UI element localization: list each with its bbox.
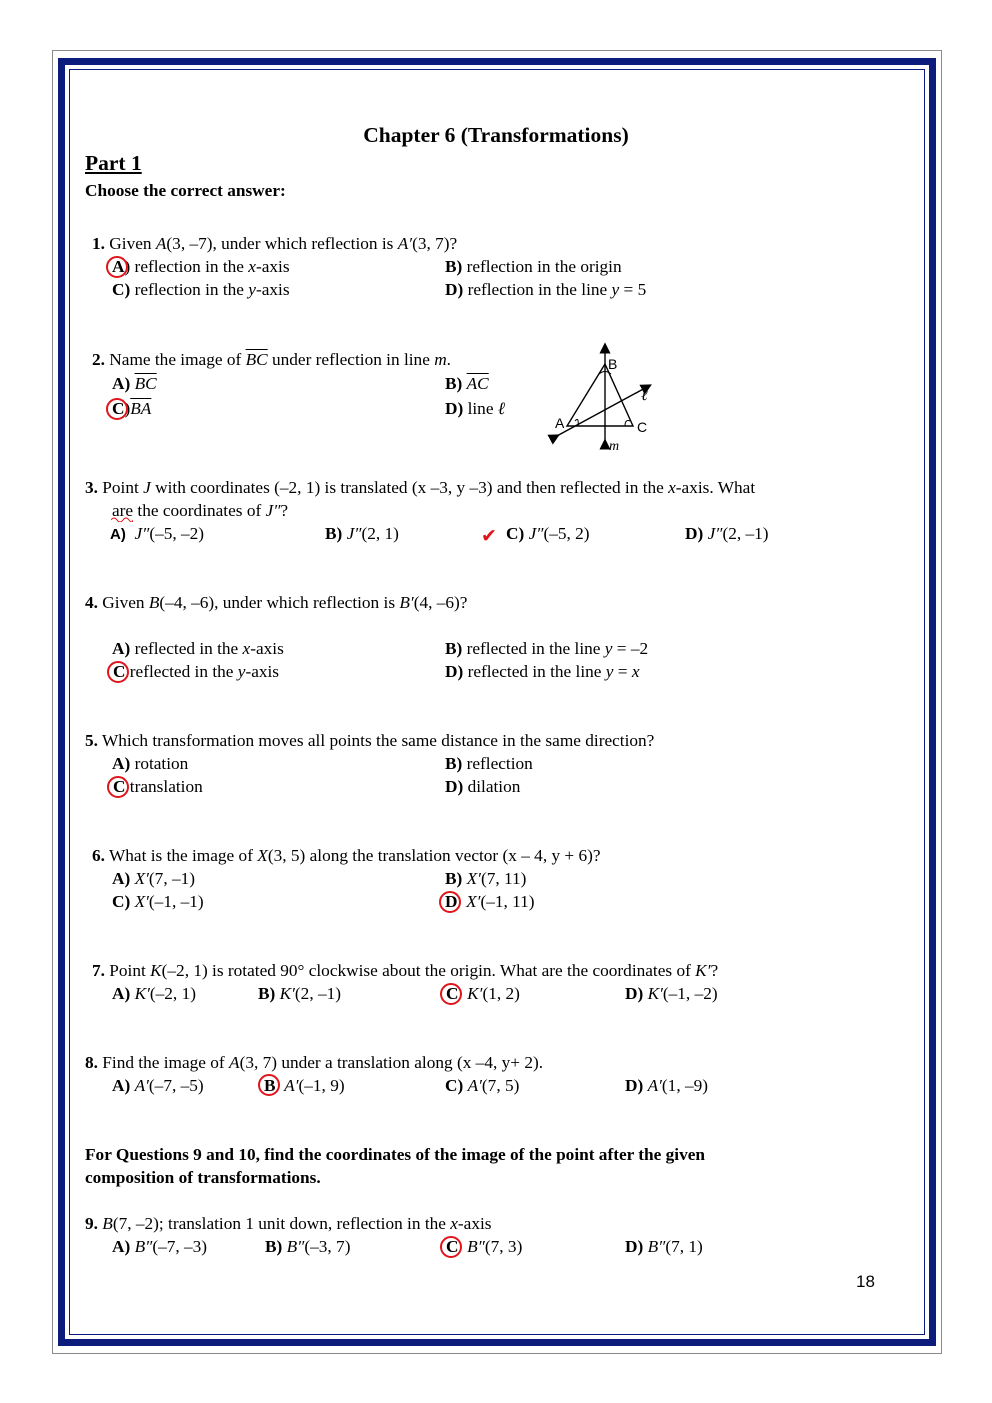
label-m: m xyxy=(609,439,620,454)
page-border-top xyxy=(58,58,936,65)
label-l: ℓ xyxy=(641,387,648,404)
question-7-option-c[interactable]: C K′(1, 2) xyxy=(446,984,520,1003)
question-9-option-c[interactable]: C B″(7, 3) xyxy=(446,1237,523,1256)
answer-circle-q2 xyxy=(106,398,128,420)
question-5-option-d[interactable]: D) dilation xyxy=(445,777,521,796)
question-4-option-c[interactable]: C reflected in the y-axis xyxy=(113,662,280,681)
question-8-option-b[interactable]: B A′(–1, 9) xyxy=(264,1076,345,1095)
question-4-option-a[interactable]: A) reflected in the x-axis xyxy=(112,639,284,658)
question-7-stem: 7. Point K(–2, 1) is rotated 90° clockwise about the origin. What are the coordinates of K′? xyxy=(92,961,719,980)
question-8-option-c[interactable]: C) A′(7, 5) xyxy=(445,1076,520,1095)
question-6-stem: 6. What is the image of X(3, 5) along the translation vector (x – 4, y + 6)? xyxy=(92,846,601,865)
question-2-option-b[interactable]: B) $\overline{AC}$ xyxy=(445,374,489,393)
question-9-option-b[interactable]: B) B″(–3, 7) xyxy=(265,1237,351,1256)
question-6-option-c[interactable]: C) X′(–1, –1) xyxy=(112,892,204,911)
question-1-option-b[interactable]: B) reflection in the origin xyxy=(445,257,622,276)
question-7-option-b[interactable]: B) K′(2, –1) xyxy=(258,984,341,1003)
line-l xyxy=(555,387,647,437)
question-3-option-c[interactable]: C) J″(–5, 2) xyxy=(506,524,590,543)
question-7-option-a[interactable]: A) K′(–2, 1) xyxy=(112,984,196,1003)
question-1-option-c[interactable]: C) reflection in the y-axis xyxy=(112,280,290,299)
question-3-stem-line2: are the coordinates of J″? xyxy=(112,501,289,520)
question-9-option-d[interactable]: D) B″(7, 1) xyxy=(625,1237,703,1256)
question-7-option-d[interactable]: D) K′(–1, –2) xyxy=(625,984,718,1003)
page-border-bottom xyxy=(58,1339,936,1346)
instruction: Choose the correct answer: xyxy=(85,181,286,200)
question-5-option-a[interactable]: A) rotation xyxy=(112,754,189,773)
question-1-option-a[interactable]: A) reflection in the x-axis xyxy=(112,257,290,276)
question-3-option-b[interactable]: B) J″(2, 1) xyxy=(325,524,399,543)
answer-circle-q5 xyxy=(107,776,129,798)
question-3-stem: 3. Point J with coordinates (–2, 1) is translated (x –3, y –3) and then reflected in the x-axis. What xyxy=(85,478,756,497)
answer-circle-q8 xyxy=(258,1074,280,1096)
label-a: A xyxy=(555,415,565,431)
question-4-option-b[interactable]: B) reflected in the line y = –2 xyxy=(445,639,649,658)
question-2-option-c[interactable]: $C)\overline{BA}$ xyxy=(112,399,152,418)
answer-circle-q9 xyxy=(440,1236,462,1258)
question-2-figure xyxy=(545,342,660,454)
composition-heading-line2: composition of transformations. xyxy=(85,1168,321,1187)
question-8-option-a[interactable]: A) A′(–7, –5) xyxy=(112,1076,204,1095)
label-c: C xyxy=(637,419,648,435)
question-9-option-a[interactable]: A) B″(–7, –3) xyxy=(112,1237,208,1256)
question-1-stem: 1. Given A(3, –7), under which reflection is A′(3, 7)? xyxy=(92,234,458,253)
question-2-option-d[interactable]: D) line ℓ xyxy=(445,399,506,418)
question-2-option-a[interactable]: A) $\overline{BC}$ xyxy=(112,374,157,393)
question-5-stem: 5. Which transformation moves all points the same distance in the same direction? xyxy=(85,731,655,750)
composition-heading-line1: For Questions 9 and 10, find the coordinates of the image of the point after the given xyxy=(85,1145,706,1164)
question-6-option-a[interactable]: A) X′(7, –1) xyxy=(112,869,195,888)
question-9-stem: 9. B(7, –2); translation 1 unit down, reflection in the x-axis xyxy=(85,1214,492,1233)
question-1-option-d[interactable]: D) reflection in the line y = 5 xyxy=(445,280,647,299)
answer-circle-q6 xyxy=(439,891,461,913)
question-8-stem: 8. Find the image of A(3, 7) under a translation along (x –4, y+ 2). xyxy=(85,1053,544,1072)
question-5-option-c[interactable]: C translation xyxy=(113,777,203,796)
page-title: Chapter 6 (Transformations) xyxy=(363,123,629,147)
label-b: B xyxy=(608,356,618,372)
question-6-option-d[interactable]: D X′(–1, 11) xyxy=(445,892,535,911)
question-5-option-b[interactable]: B) reflection xyxy=(445,754,533,773)
page-number: 18 xyxy=(856,1272,875,1291)
question-8-option-d[interactable]: D) A′(1, –9) xyxy=(625,1076,708,1095)
question-4-option-d[interactable]: D) reflected in the line y = x xyxy=(445,662,640,681)
answer-circle-q1 xyxy=(106,256,128,278)
page-border-left xyxy=(58,58,65,1346)
question-3-option-d[interactable]: D) J″(2, –1) xyxy=(685,524,769,543)
question-6-option-b[interactable]: B) X′(7, 11) xyxy=(445,869,527,888)
answer-circle-q4 xyxy=(107,661,129,683)
question-2-stem: 2. Name the image of $\overline{BC}$ under reflection in line m. xyxy=(92,350,451,369)
question-3-option-a[interactable]: A) J″(–5, –2) xyxy=(110,524,205,543)
question-4-stem: 4. Given B(–4, –6), under which reflection is B′(4, –6)? xyxy=(85,593,468,612)
page-border-right xyxy=(929,58,936,1346)
spelling-underline xyxy=(111,516,133,522)
answer-circle-q7 xyxy=(440,983,462,1005)
part-heading: Part 1 xyxy=(85,151,142,175)
checkmark-icon: ✔ xyxy=(481,525,497,547)
